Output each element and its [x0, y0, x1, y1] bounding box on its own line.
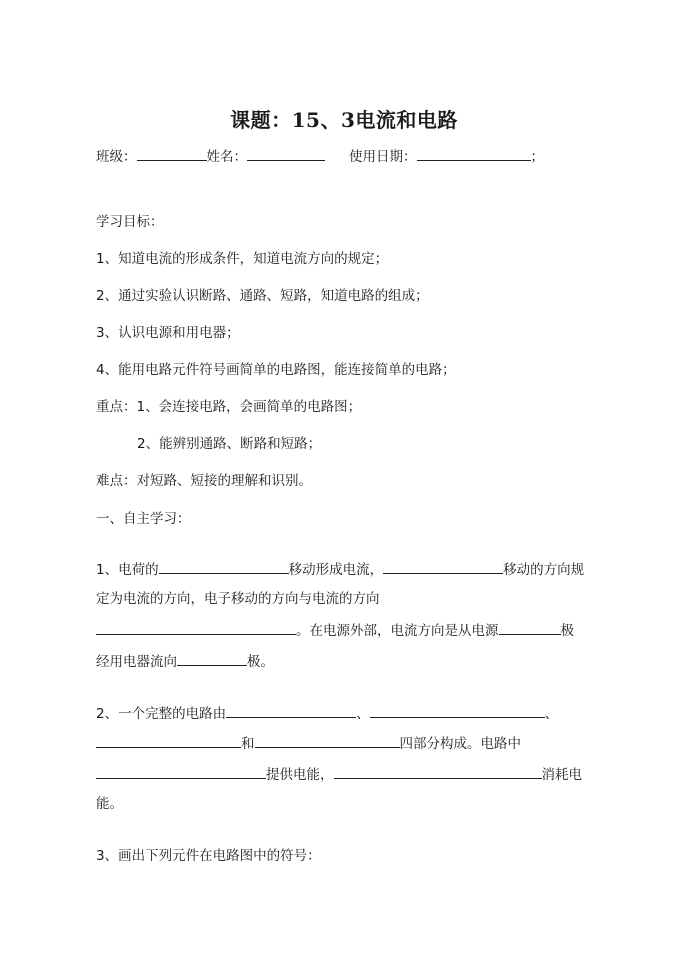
q1-blank-1[interactable] — [159, 559, 289, 574]
question-1-line-2: 定为电流的方向，电子移动的方向与电流的方向 — [96, 591, 380, 607]
q1-blank-3[interactable] — [96, 620, 296, 635]
q2-blank-5[interactable] — [96, 764, 266, 779]
class-label: 班级： — [96, 149, 137, 165]
q1-text: 极 — [560, 623, 574, 639]
q1-text: 经用电器流向 — [96, 654, 177, 670]
difficulty-line: 难点：对短路、短接的理解和识别。 — [96, 473, 312, 489]
key-points-line — [96, 397, 361, 417]
key-points-label: 重点： — [96, 399, 137, 415]
q1-text: 。在电源外部，电流方向是从电源 — [296, 623, 499, 639]
question-2-line-3 — [96, 764, 582, 785]
q2-text: 2、一个完整的电路由 — [96, 706, 227, 722]
page-title: 课题：15、3电流和电路 — [230, 108, 458, 132]
q2-text: 、 — [544, 706, 559, 722]
goals-heading: 学习目标： — [96, 214, 164, 230]
key-point-item: 1、会连接电路，会画简单的电路图； — [136, 399, 362, 415]
q1-text: 移动形成电流， — [288, 562, 384, 578]
question-1-line-3 — [96, 620, 574, 641]
name-blank[interactable] — [247, 146, 325, 161]
question-1-line-1 — [96, 559, 584, 580]
q1-blank-5[interactable] — [177, 651, 247, 666]
question-1-line-4 — [96, 651, 274, 672]
q2-blank-4[interactable] — [255, 733, 400, 748]
q2-text: 、 — [356, 706, 370, 722]
goal-item: 4、能用电路元件符号画简单的电路图，能连接简单的电路； — [96, 362, 456, 378]
date-label: 使用日期： — [349, 149, 417, 165]
q2-blank-6[interactable] — [334, 764, 542, 779]
q1-text: 极。 — [247, 654, 274, 670]
q2-blank-1[interactable] — [226, 703, 356, 718]
info-line — [96, 146, 544, 167]
section-heading: 一、自主学习： — [96, 511, 191, 527]
q2-blank-3[interactable] — [96, 733, 241, 748]
q2-text: 四部分构成。电路中 — [399, 736, 521, 752]
q2-text: 消耗电 — [541, 767, 582, 783]
info-end: ； — [530, 149, 544, 165]
question-3-line: 3、画出下列元件在电路图中的符号： — [96, 848, 321, 864]
date-blank[interactable] — [417, 146, 531, 161]
question-2-line-1 — [96, 703, 558, 724]
q2-text: 提供电能， — [266, 767, 334, 783]
goal-item: 3、认识电源和用电器； — [96, 325, 240, 341]
key-point-item: 2、能辨别通路、断路和短路； — [137, 436, 322, 452]
question-2-line-2 — [96, 733, 521, 754]
q1-text: 1、电荷的 — [96, 562, 159, 578]
q1-blank-4[interactable] — [499, 620, 561, 635]
goal-item: 2、通过实验认识断路、通路、短路，知道电路的组成； — [96, 288, 429, 304]
goal-item: 1、知道电流的形成条件，知道电流方向的规定； — [96, 251, 389, 267]
class-blank[interactable] — [137, 146, 207, 161]
q2-blank-2[interactable] — [370, 703, 545, 718]
question-2-line-4: 能。 — [96, 796, 123, 812]
q1-text: 移动的方向规 — [503, 562, 585, 578]
q1-blank-2[interactable] — [383, 559, 503, 574]
q2-text: 和 — [241, 736, 255, 752]
name-label: 姓名： — [206, 149, 247, 165]
